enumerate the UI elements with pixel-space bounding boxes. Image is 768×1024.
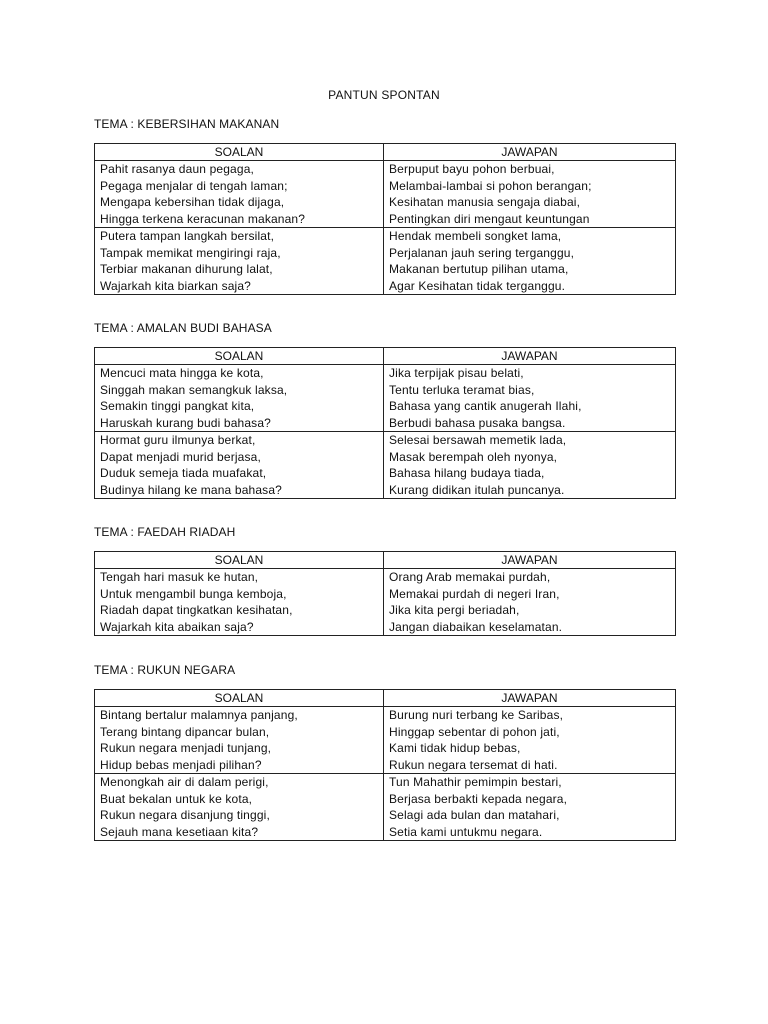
jawapan-cell <box>384 432 676 499</box>
theme-heading: TEMA : KEBERSIHAN MAKANAN <box>94 117 280 131</box>
verse-line: Pentingkan diri mengaut keuntungan <box>389 211 590 226</box>
verse-line: Riadah dapat tingkatkan kesihatan, <box>100 603 293 617</box>
jawapan-cell <box>384 569 676 636</box>
verse-line: Mencuci mata hingga ke kota, <box>100 366 264 380</box>
verse-line: Berbudi bahasa pusaka bangsa. <box>389 415 566 430</box>
verse-line: Jangan diabaikan keselamatan. <box>389 619 563 634</box>
verse-line: Rukun negara disanjung tinggi, <box>100 808 270 822</box>
soalan-cell <box>95 228 384 295</box>
verse-line: Hendak membeli songket lama, <box>389 229 562 243</box>
header-jawapan: JAWAPAN <box>384 552 676 569</box>
header-jawapan: JAWAPAN <box>384 690 676 707</box>
document-title: PANTUN SPONTAN <box>328 88 440 102</box>
verse-line: Duduk semeja tiada muafakat, <box>100 466 267 480</box>
verse-line: Masak berempah oleh nyonya, <box>389 449 558 464</box>
section-kebersihan-makanan <box>94 116 676 295</box>
verse-line: Orang Arab memakai purdah, <box>389 570 551 584</box>
soalan-cell <box>95 569 384 636</box>
verse-line: Terang bintang dipancar bulan, <box>100 724 270 739</box>
verse-line: Kesihatan manusia sengaja diabai, <box>389 195 581 209</box>
table-row <box>95 365 676 432</box>
header-jawapan: JAWAPAN <box>384 144 676 161</box>
jawapan-cell <box>384 228 676 295</box>
verse-line: Untuk mengambil bunga kemboja, <box>100 586 287 601</box>
table-header-row <box>95 144 676 161</box>
soalan-cell <box>95 774 384 841</box>
verse-line: Sejauh mana kesetiaan kita? <box>100 824 259 839</box>
soalan-cell <box>95 161 384 228</box>
table-header-row <box>95 348 676 365</box>
verse-line: Wajarkah kita abaikan saja? <box>100 619 254 634</box>
verse-line: Melambai-lambai si pohon berangan; <box>389 178 592 193</box>
table-header-row <box>95 690 676 707</box>
verse-line: Rukun negara tersemat di hati. <box>389 757 558 772</box>
jawapan-cell <box>384 365 676 432</box>
verse-line: Tun Mahathir pemimpin bestari, <box>389 775 562 789</box>
verse-line: Buat bekalan untuk ke kota, <box>100 791 253 806</box>
table-row <box>95 228 676 295</box>
verse-line: Tengah hari masuk ke hutan, <box>100 570 259 584</box>
verse-line: Bintang bertalur malamnya panjang, <box>100 708 298 722</box>
verse-line: Makanan bertutup pilihan utama, <box>389 262 569 276</box>
verse-line: Tentu terluka teramat bias, <box>389 382 535 397</box>
verse-line: Dapat menjadi murid berjasa, <box>100 449 261 464</box>
verse-line: Wajarkah kita biarkan saja? <box>100 278 252 293</box>
table-row <box>95 161 676 228</box>
header-soalan: SOALAN <box>95 144 384 161</box>
soalan-cell <box>95 365 384 432</box>
theme-heading: TEMA : AMALAN BUDI BAHASA <box>94 321 272 335</box>
verse-line: Semakin tinggi pangkat kita, <box>100 399 255 413</box>
verse-line: Burung nuri terbang ke Saribas, <box>389 708 564 722</box>
verse-line: Haruskah kurang budi bahasa? <box>100 415 271 430</box>
verse-line: Bahasa hilang budaya tiada, <box>389 466 545 480</box>
verse-line: Singgah makan semangkuk laksa, <box>100 382 288 397</box>
verse-line: Putera tampan langkah bersilat, <box>100 229 275 243</box>
verse-line: Selesai bersawah memetik lada, <box>389 433 567 447</box>
verse-line: Setia kami untukmu negara. <box>389 824 543 839</box>
theme-heading: TEMA : FAEDAH RIADAH <box>94 525 236 539</box>
table-header-row <box>95 552 676 569</box>
table-row <box>95 707 676 774</box>
verse-line: Tampak memikat mengiringi raja, <box>100 245 281 260</box>
verse-line: Pahit rasanya daun pegaga, <box>100 162 255 176</box>
verse-line: Berpuput bayu pohon berbuai, <box>389 162 555 176</box>
verse-line: Terbiar makanan dihurung lalat, <box>100 262 273 276</box>
jawapan-cell <box>384 707 676 774</box>
verse-line: Selagi ada bulan dan matahari, <box>389 808 560 822</box>
theme-heading: TEMA : RUKUN NEGARA <box>94 663 236 677</box>
pantun-table <box>94 689 676 841</box>
verse-line: Jika terpijak pisau belati, <box>389 366 524 380</box>
pantun-table <box>94 347 676 499</box>
header-jawapan: JAWAPAN <box>384 348 676 365</box>
table-row <box>95 774 676 841</box>
verse-line: Berjasa berbakti kepada negara, <box>389 791 568 806</box>
verse-line: Rukun negara menjadi tunjang, <box>100 741 272 755</box>
header-soalan: SOALAN <box>95 348 384 365</box>
verse-line: Pegaga menjalar di tengah laman; <box>100 178 288 193</box>
verse-line: Budinya hilang ke mana bahasa? <box>100 482 282 497</box>
verse-line: Menongkah air di dalam perigi, <box>100 775 269 789</box>
soalan-cell <box>95 707 384 774</box>
verse-line: Jika kita pergi beriadah, <box>389 603 520 617</box>
jawapan-cell <box>384 161 676 228</box>
jawapan-cell <box>384 774 676 841</box>
verse-line: Hingga terkena keracunan makanan? <box>100 211 306 226</box>
verse-line: Agar Kesihatan tidak terganggu. <box>389 278 566 293</box>
verse-line: Hormat guru ilmunya berkat, <box>100 433 256 447</box>
verse-line: Bahasa yang cantik anugerah Ilahi, <box>389 399 582 413</box>
header-soalan: SOALAN <box>95 690 384 707</box>
verse-line: Hidup bebas menjadi pilihan? <box>100 757 262 772</box>
section-amalan-budi-bahasa <box>94 320 676 499</box>
verse-line: Perjalanan jauh sering terganggu, <box>389 245 575 260</box>
verse-line: Memakai purdah di negeri Iran, <box>389 586 560 601</box>
header-soalan: SOALAN <box>95 552 384 569</box>
verse-line: Kami tidak hidup bebas, <box>389 741 521 755</box>
verse-line: Mengapa kebersihan tidak dijaga, <box>100 195 285 209</box>
pantun-table <box>94 551 676 636</box>
section-rukun-negara <box>94 662 676 841</box>
section-faedah-riadah <box>94 524 676 636</box>
soalan-cell <box>95 432 384 499</box>
table-row <box>95 569 676 636</box>
verse-line: Hinggap sebentar di pohon jati, <box>389 724 560 739</box>
verse-line: Kurang didikan itulah puncanya. <box>389 482 565 497</box>
pantun-table <box>94 143 676 295</box>
table-row <box>95 432 676 499</box>
